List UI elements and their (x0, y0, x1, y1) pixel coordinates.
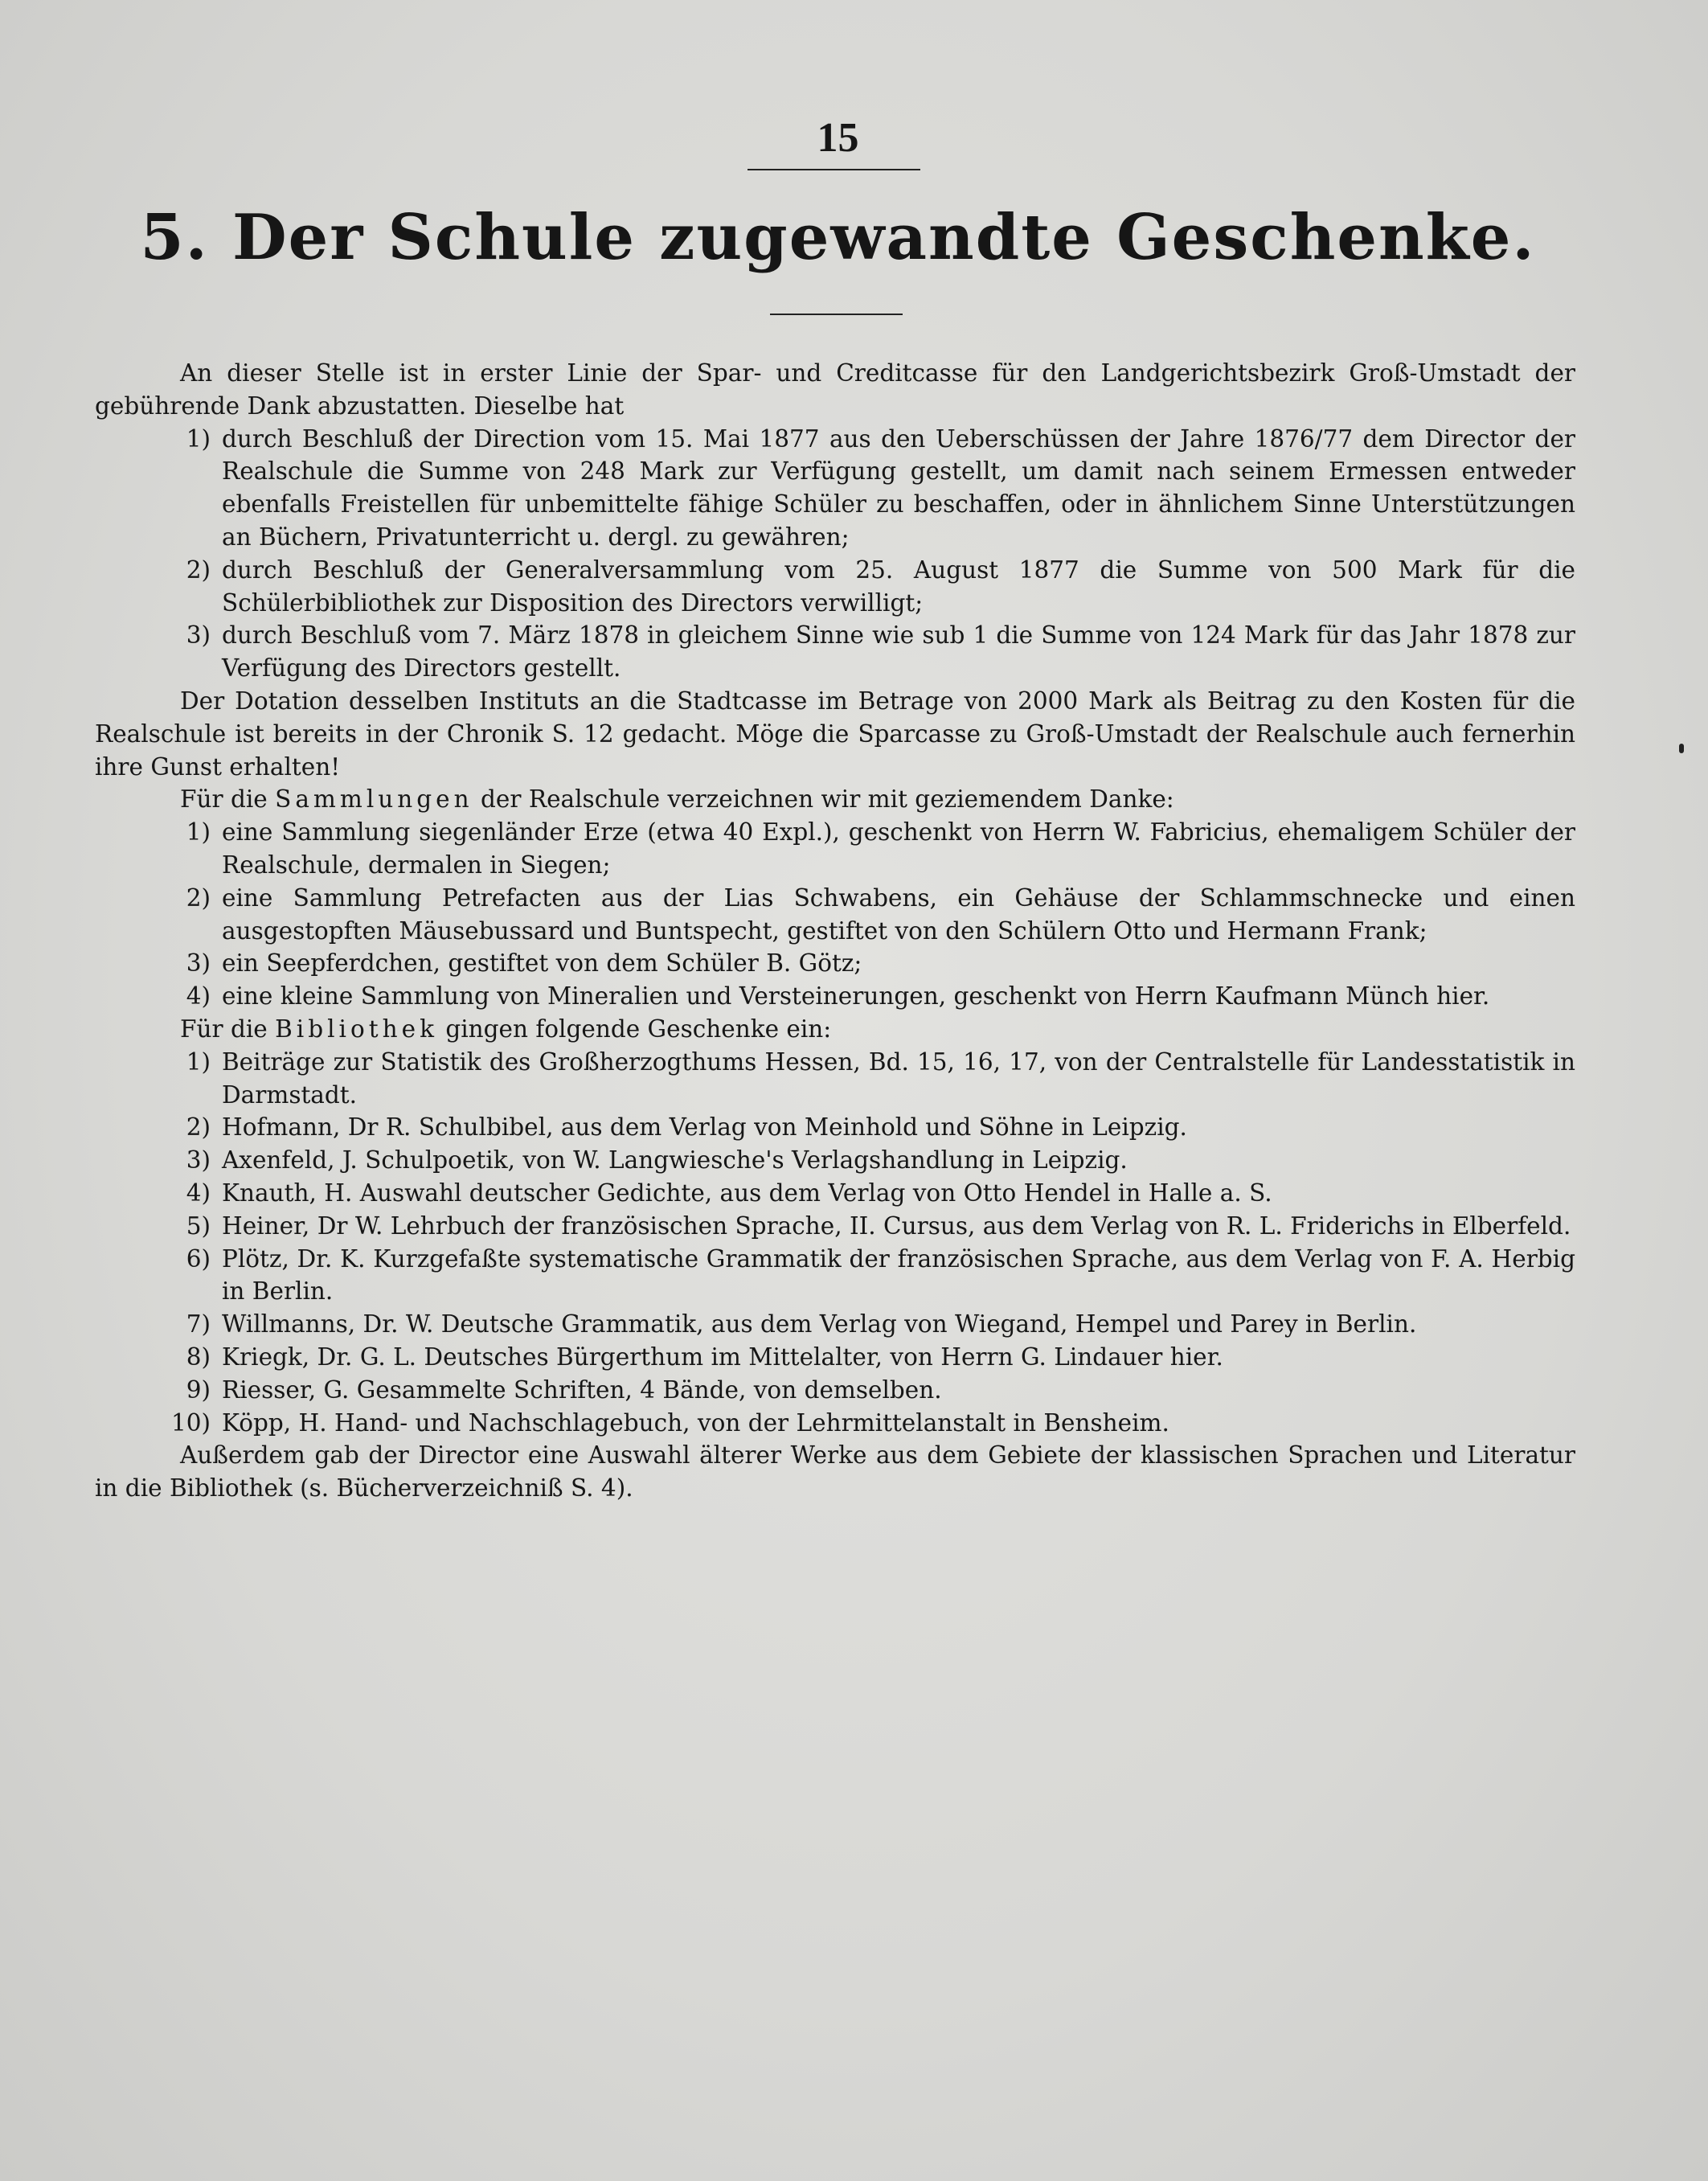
list-item-text: Willmanns, Dr. W. Deutsche Grammatik, aus dem Verlag von Wiegand, Hempel und Parey in Berlin. (222, 1310, 1417, 1339)
list-item-text: ein Seepferdchen, gestiftet von dem Schüler B. Götz; (222, 949, 862, 978)
list-item-text: Knauth, H. Auswahl deutscher Gedichte, aus dem Verlag von Otto Hendel in Halle a. S. (222, 1179, 1272, 1207)
list-item (95, 1374, 1575, 1407)
list-item-number: 6) (186, 1244, 211, 1273)
list-item-text: durch Beschluß der Generalversammlung vom 25. August 1877 die Summe von 500 Mark für die Schülerbibliothek zur Disposition des Directors verwilligt; (222, 555, 1575, 617)
list-item-number: 10) (170, 1408, 211, 1437)
sammlungen-lead (95, 783, 1575, 816)
list-item-text: Axenfeld, J. Schulpoetik, von W. Langwiesche's Verlagshandlung in Leipzig. (222, 1146, 1128, 1175)
body-text (95, 357, 1575, 1505)
list-item-text: Heiner, Dr W. Lehrbuch der französischen Sprache, II. Cursus, aus dem Verlag von R. L. Friderichs in Elberfeld. (222, 1211, 1571, 1240)
list-item (95, 1341, 1575, 1374)
list-item-text: durch Beschluß vom 7. März 1878 in gleichem Sinne wie sub 1 die Summe von 124 Mark für das Jahr 1878 zur Verfügung des Directors gestellt. (222, 621, 1575, 683)
sammlungen-list (95, 816, 1575, 1013)
creditcasse-list (95, 423, 1575, 685)
lead-text: Für die (180, 785, 268, 814)
list-item-text: durch Beschluß der Direction vom 15. Mai 1877 aus den Ueberschüssen der Jahre 1876/77 dem Director der Realschule die Summe von 248 Mark zur Verfügung gestellt, um damit nach seinem Ermessen entweder ebenfalls Freistellen für unbemittelte fähige Schüler zu beschaffen, oder in ähnlichem Sinne Unterstützungen an Büchern, Privatunterricht u. dergl. zu gewähren; (222, 424, 1575, 551)
list-item-number: 3) (186, 949, 211, 978)
page-number: 15 (817, 115, 859, 161)
list-item (95, 1144, 1575, 1177)
list-item-text: Hofmann, Dr R. Schulbibel, aus dem Verlag von Meinhold und Söhne in Leipzig. (222, 1113, 1187, 1142)
intro-paragraph: An dieser Stelle ist in erster Linie der Spar- und Creditcasse für den Landgerichtsbezirk Groß-Umstadt der gebührende Dank abzustatten. Dieselbe hat (95, 359, 1575, 420)
list-item-number: 4) (186, 1179, 211, 1207)
list-item (95, 1210, 1575, 1243)
list-item-text: eine kleine Sammlung von Mineralien und Versteinerungen, geschenkt von Herrn Kaufmann Münch hier. (222, 982, 1490, 1011)
list-item (95, 423, 1575, 554)
list-item (95, 980, 1575, 1013)
list-item-number: 1) (186, 818, 211, 847)
lead-text: der Realschule verzeichnen wir mit geziemendem Danke: (481, 785, 1174, 814)
list-item-number: 1) (186, 424, 211, 453)
list-item (95, 1308, 1575, 1341)
list-item (95, 1243, 1575, 1309)
list-item (95, 816, 1575, 882)
list-item-number: 9) (186, 1375, 211, 1404)
closing-paragraph: Außerdem gab der Director eine Auswahl älterer Werke aus dem Gebiete der klassischen Sprachen und Literatur in die Bibliothek (s. Bücherverzeichniß S. 4). (95, 1441, 1575, 1503)
list-item-text: Plötz, Dr. K. Kurzgefaßte systematische Grammatik der französischen Sprache, aus dem Verlag von F. A. Herbig in Berlin. (222, 1244, 1575, 1306)
list-item-number: 8) (186, 1343, 211, 1371)
list-item-text: Riesser, G. Gesammelte Schriften, 4 Bände, von demselben. (222, 1375, 942, 1404)
lead-emphasis: Bibliothek (275, 1015, 438, 1043)
lead-emphasis: Sammlungen (275, 785, 473, 814)
list-item-number: 7) (186, 1310, 211, 1339)
list-item (95, 1046, 1575, 1112)
list-item (95, 882, 1575, 948)
bibliothek-list (95, 1046, 1575, 1440)
list-item-number: 1) (186, 1047, 211, 1076)
list-item (95, 619, 1575, 685)
section-heading: 5. Der Schule zugewandte Geschenke. (140, 201, 1536, 274)
list-item-number: 5) (186, 1211, 211, 1240)
list-item (95, 554, 1575, 620)
lead-text: gingen folgende Geschenke ein: (445, 1015, 832, 1043)
list-item (95, 1407, 1575, 1440)
header-rule (748, 169, 920, 170)
dotation-paragraph: Der Dotation desselben Instituts an die Stadtcasse im Betrage von 2000 Mark als Beitrag zu den Kosten für die Realschule ist bereits in der Chronik S. 12 gedacht. Möge die Sparcasse zu Groß-Umstadt der Realschule auch fernerhin ihre Gunst erhalten! (95, 687, 1575, 781)
list-item-number: 3) (186, 1146, 211, 1175)
list-item-number: 2) (186, 555, 211, 584)
list-item-number: 2) (186, 883, 211, 912)
list-item-number: 4) (186, 982, 211, 1011)
list-item-text: eine Sammlung siegenländer Erze (etwa 40 Expl.), geschenkt von Herrn W. Fabricius, ehemaligem Schüler der Realschule, dermalen in Siegen; (222, 818, 1575, 879)
heading-rule (770, 314, 903, 315)
list-item-text: Köpp, H. Hand- und Nachschlagebuch, von der Lehrmittelanstalt in Bensheim. (222, 1408, 1169, 1437)
bibliothek-lead (95, 1013, 1575, 1046)
lead-text: Für die (180, 1015, 268, 1043)
list-item-text: Kriegk, Dr. G. L. Deutsches Bürgerthum im Mittelalter, von Herrn G. Lindauer hier. (222, 1343, 1223, 1371)
list-item (95, 1111, 1575, 1144)
list-item (95, 1177, 1575, 1210)
list-item (95, 947, 1575, 980)
list-item-text: Beiträge zur Statistik des Großherzogthums Hessen, Bd. 15, 16, 17, von der Centralstelle für Landesstatistik in Darmstadt. (222, 1047, 1575, 1109)
ink-speck (1679, 744, 1684, 753)
list-item-number: 2) (186, 1113, 211, 1142)
list-item-text: eine Sammlung Petrefacten aus der Lias Schwabens, ein Gehäuse der Schlammschnecke und einen ausgestopften Mäusebussard und Buntspecht, gestiftet von den Schülern Otto und Hermann Frank; (222, 883, 1575, 945)
list-item-number: 3) (186, 621, 211, 650)
